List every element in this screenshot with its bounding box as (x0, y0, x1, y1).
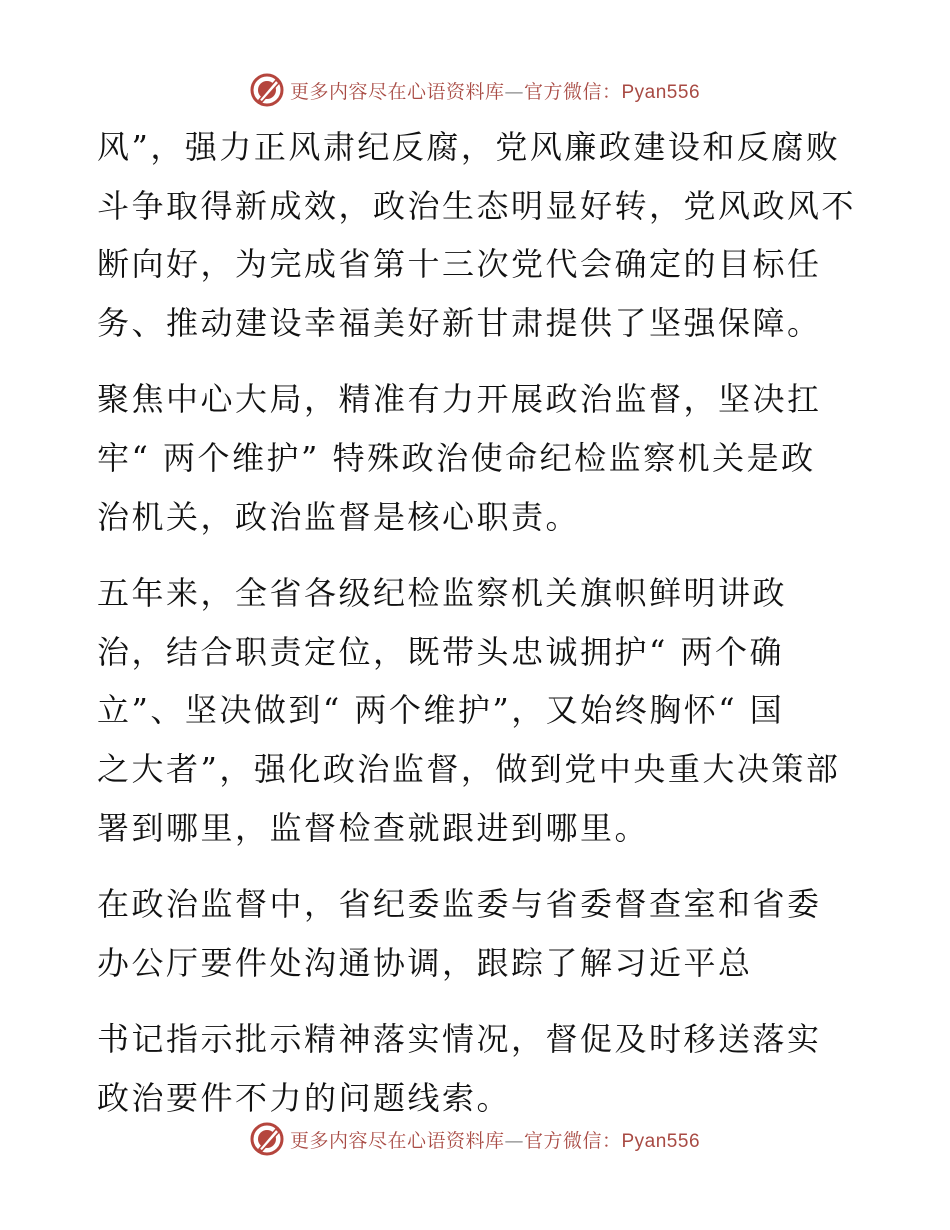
text-line: 在政治监督中，省纪委监委与省委督查室和省委 (97, 885, 822, 924)
text-line: 风”，强力正风肃纪反腐，党风廉政建设和反腐败 (97, 128, 841, 166)
watermark-brand: 更多内容尽在心语资料库 (289, 1129, 505, 1152)
watermark-label: 官方微信： (523, 80, 622, 103)
text-line: 斗争取得新成效，政治生态明显好转，党风政风不 (97, 186, 857, 225)
paragraph-3 (97, 564, 857, 857)
text-line: 断向好，为完成省第十三次党代会确定的目标任 (97, 245, 822, 284)
watermark-account: Pyan556 (621, 81, 701, 103)
document-body (97, 118, 857, 1146)
text-line: 五年来，全省各级纪检监察机关旗帜鲜明讲政 (97, 574, 788, 613)
text-line: 治，结合职责定位，既带头忠诚拥护“ 两个确 (97, 632, 785, 671)
text-line: 之大者”，强化政治监督，做到党中央重大决策部 (97, 749, 841, 788)
watermark-dash: — (504, 80, 524, 103)
text-line: 务、推动建设幸福美好新甘肃提供了坚强保障。 (97, 303, 822, 342)
text-line: 立”、坚决做到“ 两个维护”，又始终胸怀“ 国 (97, 691, 785, 730)
text-line: 牢“ 两个维护” 特殊政治使命纪检监察机关是政 (97, 438, 816, 477)
paragraph-2 (97, 370, 857, 546)
pen-logo-icon (250, 73, 284, 107)
text-line: 署到哪里，监督检查就跟进到哪里。 (97, 808, 650, 847)
paragraph-5 (97, 1010, 857, 1127)
text-line: 政治要件不力的问题线索。 (97, 1078, 512, 1117)
paragraph-4 (97, 875, 857, 992)
watermark-label: 官方微信： (523, 1129, 622, 1152)
footer-watermark (0, 1119, 950, 1159)
text-line: 聚焦中心大局，精准有力开展政治监督，坚决扛 (97, 380, 822, 419)
paragraph-1 (97, 118, 857, 352)
watermark-brand: 更多内容尽在心语资料库 (289, 80, 505, 103)
text-line: 书记指示批示精神落实情况，督促及时移送落实 (97, 1020, 822, 1059)
header-watermark (0, 70, 950, 110)
pen-logo-icon (250, 1122, 284, 1156)
watermark-dash: — (504, 1129, 524, 1152)
watermark-account: Pyan556 (621, 1130, 701, 1152)
text-line: 治机关，政治监督是核心职责。 (97, 497, 581, 536)
text-line: 办公厅要件处沟通协调，跟踪了解习近平总 (97, 943, 753, 982)
